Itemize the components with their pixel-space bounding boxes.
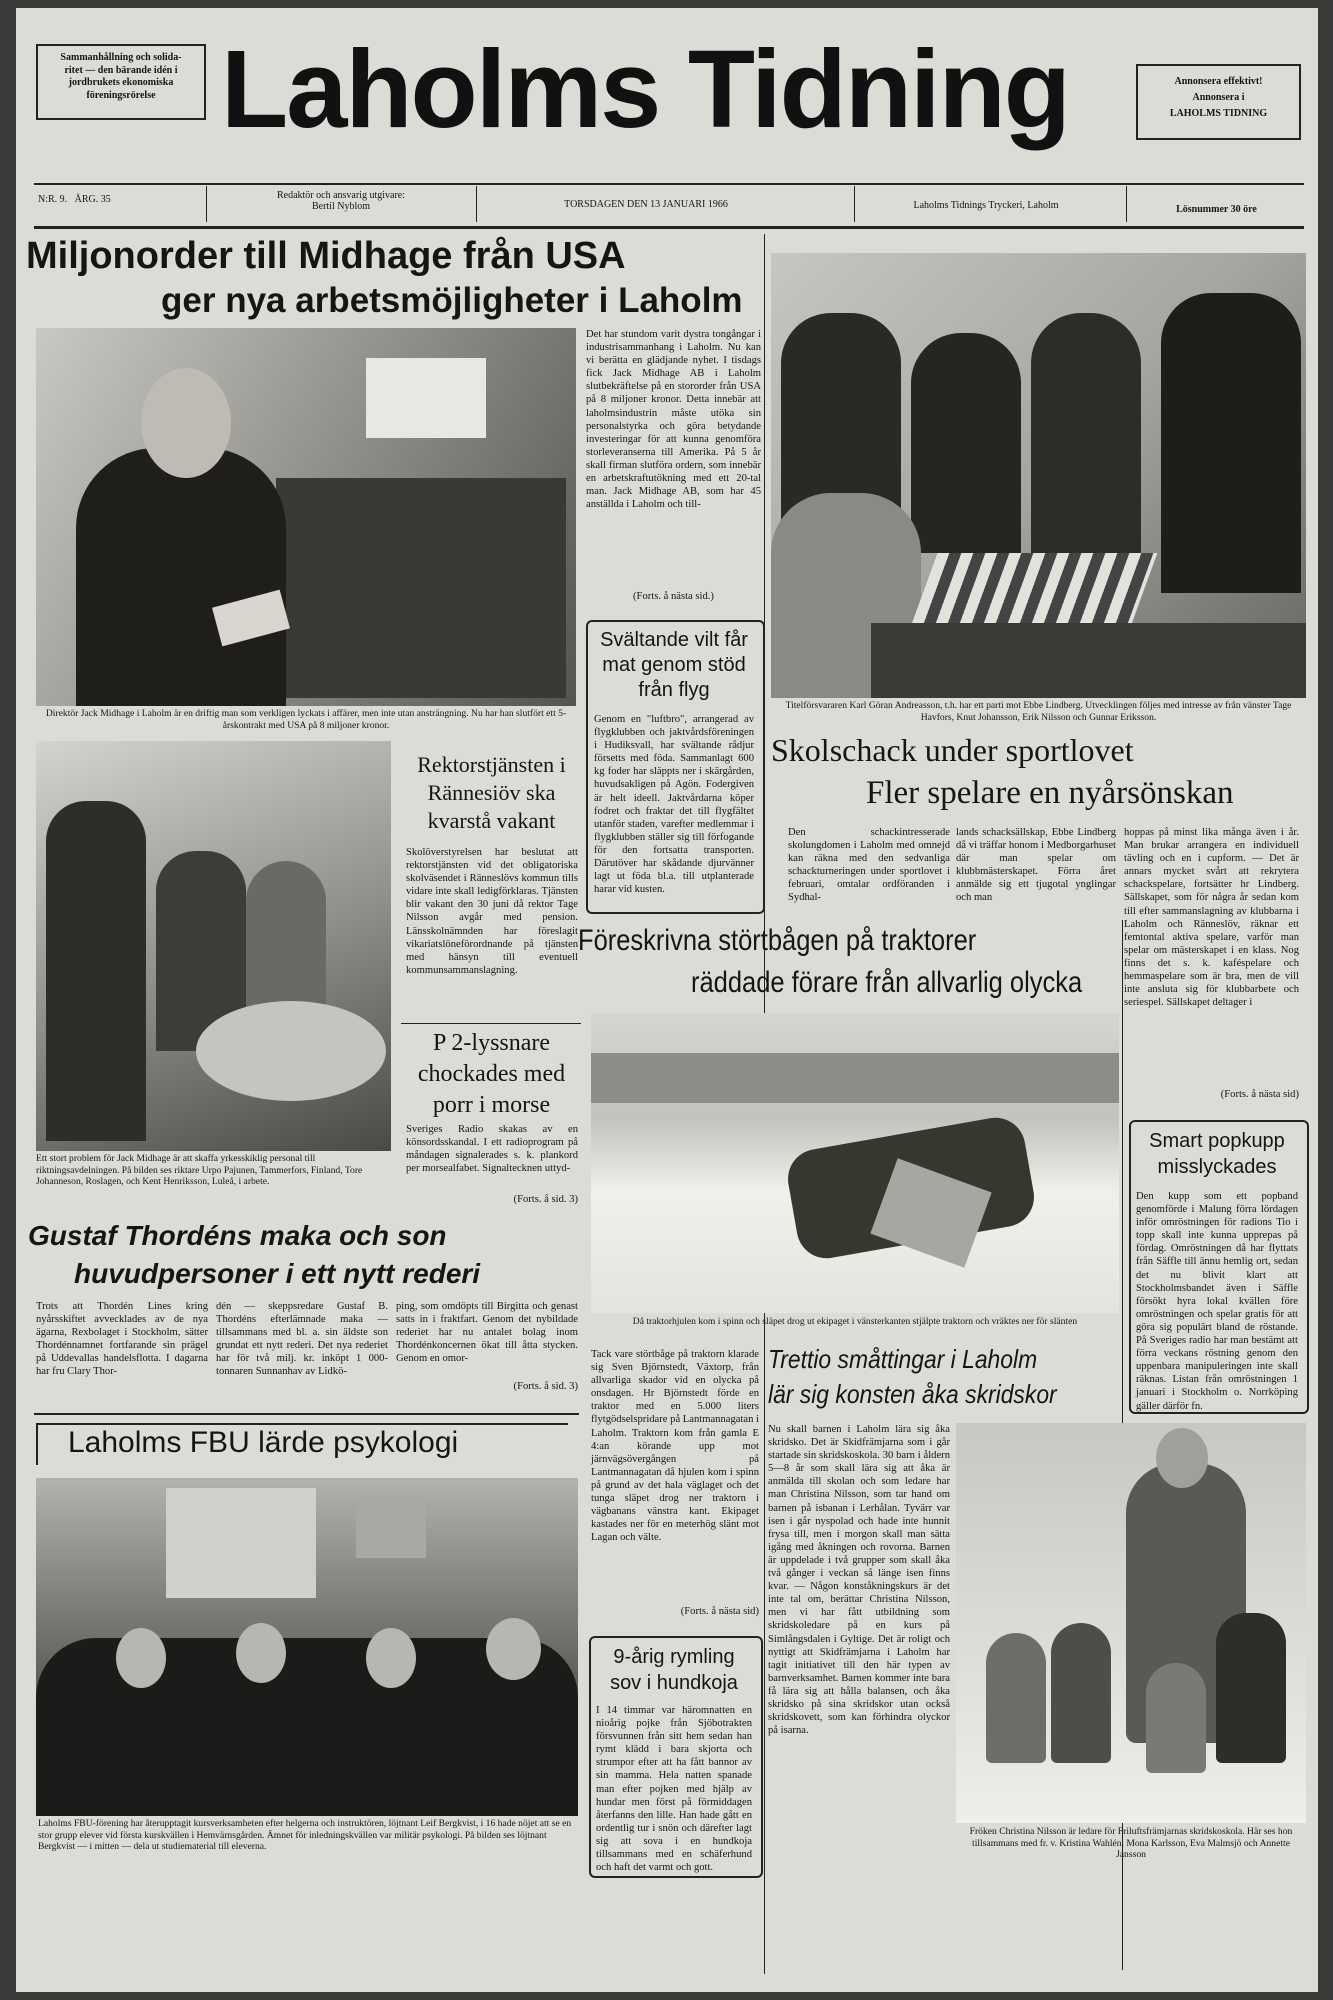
vilt-headline: Svältande vilt får mat genom stöd från flyg bbox=[600, 629, 748, 701]
printer-info: Laholms Tidnings Tryckeri, Laholm bbox=[913, 200, 1059, 211]
masthead-right-box bbox=[1136, 64, 1301, 140]
child-shape bbox=[1146, 1663, 1206, 1773]
thorden-col-3: ping, som omdöpts till Birgitta och genast satts in i fraktfart. Genom det nybildade rederiet har nu antalet bolag inom Thordénkoncernen ökat till åtta stycken. Genom en omor- bbox=[396, 1301, 578, 1365]
child-shape bbox=[1216, 1613, 1286, 1763]
schack-continued: (Forts. å nästa sid) bbox=[1220, 1089, 1299, 1100]
schack-headline: Skolschack under sportlovet bbox=[771, 732, 1134, 768]
p2-body: Sveriges Radio skakas av en könsordsskandal. I ett radioprogram på måndagen signalerades s. k. plankord per morsealfabet. Signaltecknen uttyd- bbox=[406, 1124, 578, 1175]
midhage-caption-2: Ett stort problem för Jack Midhage är att skaffa yrkesskiklig personal till riktningsavdelningen. På bilden ses riktare Urpo Pajunen, Tammerfors, Finland, Tore Johanneson, Roslagen, och Kent Henriksson, Luleå, i arbete. bbox=[36, 1153, 363, 1187]
man-shape bbox=[911, 333, 1021, 553]
worker-shape bbox=[46, 801, 146, 1141]
popkupp-body: Den kupp som ett popband genomförde i Malung förra lördagen inför omröstningen för radions Tio i topp skall inte kunna upprepas på fördag. Omröstningen då har flyttats från Säffle till ännu hemlig ort, sedan det nu blivit klart att Stockholmsbandet även i Säffle försökt hyra lokal kvällen före omröstningen och spelar gratis för att göra sig populärt bland de röstande. På Sveriges radio har man bestämt att förra veckans röstning genom den uppenbara manipuleringen inte skall räknas. Listan från omröstningen 1 januari i Stockholm o. Norrköping gäller därför fn. bbox=[1136, 1191, 1298, 1412]
tractor-photo bbox=[591, 1013, 1119, 1313]
head-shape bbox=[1156, 1428, 1208, 1488]
fbu-headline: Laholms FBU lärde psykologi bbox=[68, 1426, 459, 1459]
popkupp-headline: Smart popkupp misslyckades bbox=[1149, 1130, 1285, 1178]
thorden-subheadline: huvudpersoner i ett nytt rederi bbox=[74, 1258, 481, 1289]
midhage-subheadline: ger nya arbetsmöjligheter i Laholm bbox=[161, 281, 743, 320]
editor-info bbox=[216, 190, 466, 212]
masthead-rule bbox=[34, 183, 1304, 185]
head-shape bbox=[116, 1628, 166, 1688]
chess-caption: Titelförsvararen Karl Göran Andreasson, t.h. har ett parti mot Ebbe Lindberg. Utvecklingen följes med intresse av från vänster Tage Havfors, Knut Johansson, Erik Nilsson och Gunnar Eriksson. bbox=[785, 700, 1292, 723]
suit-shape bbox=[76, 448, 286, 706]
head-shape bbox=[486, 1618, 541, 1680]
stortbage-caption: Då traktorhjulen kom i spinn och släpet drog ut ekipaget i vänsterkanten stjälpte traktorn och vräktes ner för slänten bbox=[632, 1316, 1078, 1327]
issue-date: TORSDAGEN DEN 13 JANUARI 1966 bbox=[564, 199, 728, 210]
fbu-caption: Laholms FBU-förening har återupptagit kursverksamheten efter helgerna och instruktören, löjtnant Leif Bergkvist, i 16 hade nöjet att se en stor grupp elever vid första kurskvällen i Hemvärnsgården. Ämnet för inledningskvällen var militär psykologi. På bilden ses löjtnant Bergkvist — i mitten — dela ut studiematerial till eleverna. bbox=[38, 1818, 572, 1852]
treeline-shape bbox=[591, 1053, 1119, 1103]
masthead-left-line: jordbrukets ekonomiska bbox=[68, 77, 174, 88]
skridsko-headline: Trettio småttingar i Laholm bbox=[768, 1344, 1038, 1374]
masthead-left-box bbox=[36, 44, 206, 120]
schack-col-1: Den schackintresserade skolungdomen i Laholm med omnejd kan räkna med den sedvanliga schackturneringen under sportlovet i februari, omtalar ordföranden i Sydhal- bbox=[788, 827, 950, 904]
stortbage-body: Tack vare störtbåge på traktorn klarade sig Sven Björnstedt, Växtorp, från allvarliga skador vid en olycka på onsdagen. Hr Björnstedt förde en traktor med en 5.000 liters flytgödselspridare på Lantmannagatan i Laholm. Traktorn kom från gamla E 4:an körande upp mot järnvägsövergången på Lantmannagatan då hjulen kom i spinn på grund av det hala väglaget och det tunga släpet drog ner traktorn i vägbanans vänstra kant. Ekipaget kastades ner för en meterhög slänt mot Lagan och välte. bbox=[591, 1349, 759, 1544]
table-shape bbox=[871, 623, 1306, 698]
midhage-body: Det har stundom varit dystra tongångar i industrisammanhang i Laholm. Nu kan vi berätta en glädjande nyhet. I tisdags fick Jack Midhage AB i Laholm slutbekräftelse på en stororder från USA på 8 miljoner kronor. Detta innebär att laholmsindustrin måste utöka sin personalstyrka och göra betydande investeringar för att kunna genomföra storleveranserna till Amerika. På 5 år skall firman slutföra ordern, som innebär en arbetskraftutökning med ett 20-tal man. Jack Midhage AB, som har 45 anställda i Laholm och till- bbox=[586, 329, 761, 511]
thorden-continued: (Forts. å sid. 3) bbox=[513, 1381, 578, 1392]
issue-price: Lösnummer 30 öre bbox=[1176, 204, 1257, 215]
chess-photo bbox=[771, 253, 1306, 698]
skridsko-subheadline: lär sig konsten åka skridskor bbox=[768, 1379, 1057, 1409]
vilt-body: Genom en "luftbro", arrangerad av flygklubben och jaktvårdsföreningen i Hudiksvall, har svältande rådjur försetts med föda. Sammanlagt 600 kg foder har släppts ner i skärgården, huvudsakligen på Agön. Fodergiven är helt ideell. Jaktvårdarna köper fodret och fraktar det till flygfältet utanför staden, varefter medlemmar i flygklubben ställer sig till förfogande för den fortsatta transporten. Därutöver har skådande djurvänner lagt ut föda bl.a. till utplanterade harar vid kusten. bbox=[594, 714, 754, 896]
head-shape bbox=[366, 1628, 416, 1688]
man-shape bbox=[1161, 293, 1301, 593]
stortbage-subheadline: räddade förare från allvarlig olycka bbox=[691, 966, 1083, 999]
stortbage-continued: (Forts. å nästa sid) bbox=[680, 1606, 759, 1617]
midhage-headline: Miljonorder till Midhage från USA bbox=[26, 235, 626, 277]
thorden-col-2: dén — skeppsredare Gustaf B. Thordéns efterlämnade maka — tillsammans med bl. a. sin äldste son grundat ett nytt rederi. Det nya rederiet har för två milj. kr. inköpt 1 000-tonnaren Sunnanhav av Lidkö- bbox=[216, 1301, 388, 1378]
schack-subheadline: Fler spelare en nyårsönskan bbox=[866, 775, 1234, 811]
child-shape bbox=[986, 1633, 1046, 1763]
editor-label: Redaktör och ansvarig utgivare: bbox=[276, 190, 405, 201]
head-shape bbox=[236, 1623, 286, 1683]
window-shape bbox=[366, 358, 486, 438]
midhage-photo-director bbox=[36, 328, 576, 706]
rymling-body: I 14 timmar var häromnatten en nioårig pojke från Sjöbotrakten försvunnen från sitt hem sedan han rymt klädd i bara skjorta och strumpor efter att ha fått bannor av sin mamma. Hela natten spanade man efter pojken med hjälp av hundar men först på förmiddagen återfanns den lille. Han hade gått en ordentlig tur i snön och därefter lagt sig att sova i en hundkoja tillsammans med en schäferhund och haft det varmt och gott. bbox=[596, 1705, 752, 1874]
rymling-headline: 9-årig rymling sov i hundkoja bbox=[610, 1646, 738, 1694]
p2-continued: (Forts. å sid. 3) bbox=[513, 1194, 578, 1205]
child-shape bbox=[1051, 1623, 1111, 1763]
midhage-continued: (Forts. å nästa sid.) bbox=[633, 591, 714, 602]
saw-blade-shape bbox=[196, 1001, 386, 1101]
schack-col-2: lands schacksällskap, Ebbe Lindberg då vi träffar honom i Medborgarhuset där man spelar om klubbmästerskapet. Förra året anmälde sig ett tjugotal ynglingar och man bbox=[956, 827, 1116, 904]
masthead-divider bbox=[206, 186, 207, 222]
masthead-right-line: Annonsera effektivt! bbox=[1174, 76, 1263, 87]
wall-frame-shape bbox=[166, 1488, 316, 1598]
masthead-left-line: ritet — den bärande idén i bbox=[64, 64, 178, 76]
midhage-caption-1: Direktör Jack Midhage i Laholm är en driftig man som verkligen lyckats i affärer, men inte utan ansträngning. Nu har han slutfört ett 5-årskontrakt med USA på 8 miljoner kronor. bbox=[45, 708, 567, 731]
masthead-left-line: Sammanhållning och solida- bbox=[60, 52, 182, 63]
man-shape bbox=[1031, 313, 1141, 553]
masthead-right-line: Annonsera i bbox=[1192, 92, 1245, 103]
stortbage-headline: Föreskrivna störtbågen på traktorer bbox=[578, 924, 977, 957]
wall-frame-shape bbox=[356, 1498, 426, 1558]
rektor-headline: Rektorstjänsten i Rännesiöv ska kvarstå vakant bbox=[417, 752, 566, 833]
p2-headline: P 2-lyssnare chockades med porr i morse bbox=[417, 1030, 566, 1118]
thorden-headline: Gustaf Thordéns maka och son bbox=[28, 1220, 447, 1251]
schack-col-3: hoppas på minst lika många även i år. Man brukar arrangera en individuell tävling och en i cupform. — Det är annars mycket svårt att rekrytera schackspelare, fortsätter hr Lindberg. Sällskapet, som för några år sedan kom till efter sammanslagning av klubbarna i Laholm och Ränneslöv, räknar ett femtontal aktiva spelare, varför man spelar om mästerskapet i en klass. Nog finns det s. k. kaféspelare och hemmaspelare som är bra, men de vill inte ansluta sig för klubbarbete och seriespel. Sällskapet deltager i bbox=[1124, 827, 1299, 1009]
head-shape bbox=[141, 368, 231, 478]
editor-name: Bertil Nyblom bbox=[311, 201, 371, 212]
section-rule bbox=[34, 1413, 579, 1415]
masthead-divider bbox=[1126, 186, 1127, 222]
skridsko-caption: Fröken Christina Nilsson är ledare för Friluftsfrämjarnas skridskoskola. Här ses hon tillsammans med fr. v. Kristina Wahlén, Mona Karlsson, Eva Malmsjö och Annette Jansson bbox=[969, 1826, 1293, 1860]
issue-number: N:R. 9. ÅRG. 35 bbox=[38, 194, 111, 205]
masthead-right-line: LAHOLMS TIDNING bbox=[1169, 108, 1268, 119]
masthead-divider bbox=[476, 186, 477, 222]
masthead-title: Laholms Tidning bbox=[221, 28, 1069, 151]
midhage-photo-workers bbox=[36, 741, 391, 1151]
machinery-shape bbox=[276, 478, 566, 698]
masthead-rule bbox=[34, 226, 1304, 229]
section-rule bbox=[401, 1023, 581, 1024]
rektor-body: Skolöverstyrelsen har beslutat att rektorstjänsten vid det obligatoriska skolväsendet i Ränneslövs kommun tills vidare inte skall ledigförklaras. Tjänsten blir vakant den 30 juni då rektor Tage Nilsson avgår med pension. Länsskolnämnden har föreslagit vikariatslöneförordnande på tjänsten med hänsyn till eventuell kommunsammanslagning. bbox=[406, 847, 578, 976]
masthead-divider bbox=[854, 186, 855, 222]
masthead-left-line: föreningsrörelse bbox=[86, 89, 156, 101]
fbu-photo bbox=[36, 1478, 578, 1816]
thorden-col-1: Trots att Thordén Lines kring nyårsskiftet avvecklades av de nya ägarna, Rexbolaget i Stockholm, sätter Thordénnamnet fortfarande sin prägel på Uddevallas handelsflotta. I dagarna har fru Clary Thor- bbox=[36, 1301, 208, 1378]
skridsko-body: Nu skall barnen i Laholm lära sig åka skridsko. Det är Skidfrämjarna som i går startade sin skridskoskola. 30 barn i åldern 5—8 år som skall lära sig att åka är anmälda till skolan och som ledare har man Christina Nilsson, som tar hand om barnen på isbanan i Lerhålan. Tyvärr var isen i går nyspolad och hade inte hunnit frysa till, men i morgon skall man sätta igång med åkningen och rovorna. Barnen är uppdelade i två grupper som skall åka två gånger i veckan så länge isen finns kvar. — Någon konståkningskurs är det inte tal om, berättar Christina Nilsson, men vi har fått utbildning som skridskoledare på en kurs på Simlångsdalen i Gyltige. Det är roligt och nyttigt att Skidfrämjarna i Laholm har tagit initiativet till den här typen av barnverksamhet. Barnen kommer inte bara få lära sig att hålla balansen, och åka skridsko på sina skridskor utan också skridskovett, som kan förhindra olyckor på isarna. bbox=[768, 1424, 950, 1737]
newspaper-page bbox=[16, 8, 1318, 1992]
skating-photo bbox=[956, 1423, 1306, 1823]
